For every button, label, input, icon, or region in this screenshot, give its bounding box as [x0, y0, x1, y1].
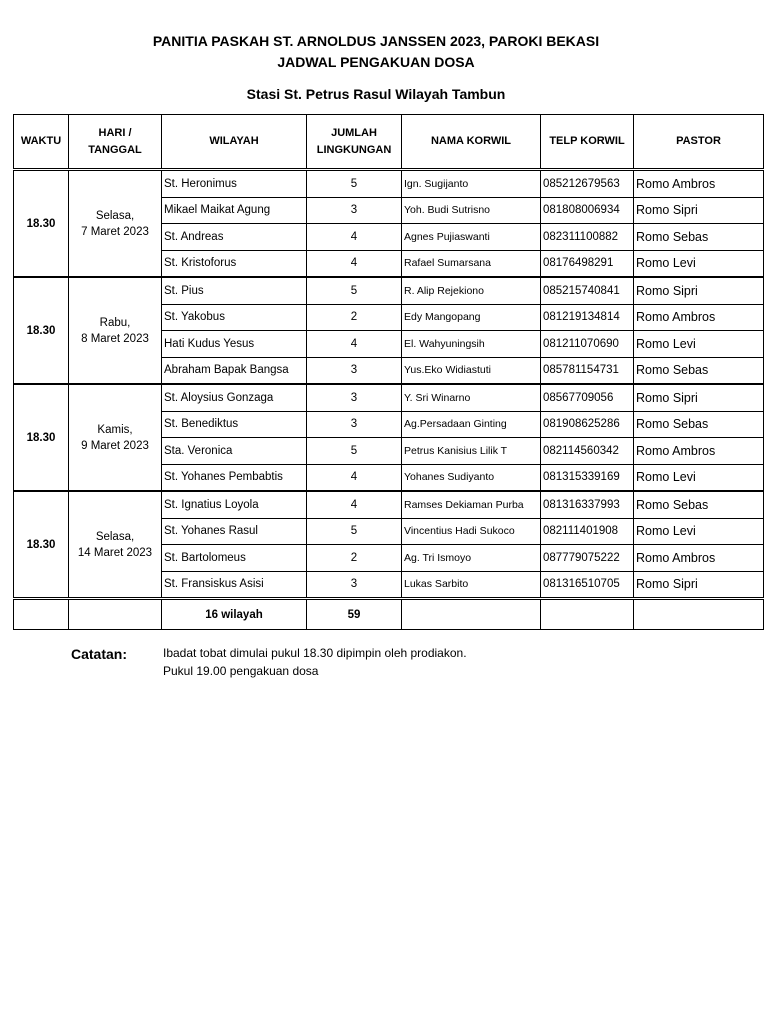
telp-cell: 081808006934 [541, 197, 634, 224]
pastor-cell: Romo Levi [634, 250, 764, 277]
day-name: Selasa, [95, 209, 135, 222]
pastor-cell: Romo Levi [634, 464, 764, 491]
pastor-cell: Romo Levi [634, 331, 764, 358]
wilayah-cell: St. Benediktus [162, 411, 307, 438]
korwil-cell: Yoh. Budi Sutrisno [402, 197, 541, 224]
jumlah-cell: 4 [307, 331, 402, 358]
pastor-cell: Romo Sebas [634, 357, 764, 384]
wilayah-cell: Abraham Bapak Bangsa [162, 357, 307, 384]
table-row [14, 491, 764, 518]
col-header-wilayah: WILAYAH [162, 115, 307, 170]
telp-cell: 085212679563 [541, 170, 634, 198]
col-header-jumlah: JUMLAH LINGKUNGAN [307, 115, 402, 170]
jumlah-cell: 2 [307, 545, 402, 572]
jumlah-cell: 3 [307, 197, 402, 224]
korwil-cell: Y. Sri Winarno [402, 384, 541, 411]
total-jumlah: 59 [307, 599, 402, 630]
pastor-cell: Romo Sebas [634, 411, 764, 438]
korwil-cell: Ag. Tri Ismoyo [402, 545, 541, 572]
wilayah-cell: St. Yohanes Rasul [162, 518, 307, 545]
note-line-2: Pukul 19.00 pengakuan dosa [163, 664, 319, 678]
col-header-hari-tanggal: HARI / TANGGAL [69, 115, 162, 170]
day-name: Rabu, [99, 316, 131, 329]
jumlah-cell: 4 [307, 464, 402, 491]
hari-tanggal-cell [69, 384, 162, 491]
jumlah-cell: 5 [307, 170, 402, 198]
wilayah-cell: St. Andreas [162, 224, 307, 251]
telp-cell: 08567709056 [541, 384, 634, 411]
telp-cell: 082111401908 [541, 518, 634, 545]
col-header-telp-korwil: TELP KORWIL [541, 115, 634, 170]
total-empty-cell [14, 599, 69, 630]
hari-tanggal-cell [69, 277, 162, 384]
date-text: 8 Maret 2023 [81, 332, 149, 345]
jumlah-cell: 2 [307, 304, 402, 331]
jumlah-cell: 3 [307, 384, 402, 411]
day-name: Selasa, [95, 530, 135, 543]
jumlah-cell: 5 [307, 438, 402, 465]
telp-cell: 081315339169 [541, 464, 634, 491]
waktu-cell: 18.30 [14, 170, 69, 278]
notes-label: Catatan: [71, 646, 128, 662]
date-text: 14 Maret 2023 [77, 546, 153, 559]
jumlah-cell: 3 [307, 411, 402, 438]
waktu-cell: 18.30 [14, 491, 69, 599]
jumlah-cell: 5 [307, 518, 402, 545]
korwil-cell: El. Wahyuningsih [402, 331, 541, 358]
jumlah-cell: 5 [307, 277, 402, 304]
jumlah-cell: 4 [307, 224, 402, 251]
wilayah-cell: St. Yohanes Pembabtis [162, 464, 307, 491]
telp-cell: 087779075222 [541, 545, 634, 572]
total-empty-cell [402, 599, 541, 630]
pastor-cell: Romo Ambros [634, 545, 764, 572]
col-header-nama-korwil: NAMA KORWIL [402, 115, 541, 170]
wilayah-cell: Mikael Maikat Agung [162, 197, 307, 224]
waktu-cell: 18.30 [14, 384, 69, 491]
day-name: Kamis, [97, 423, 133, 436]
col-header-waktu: WAKTU [14, 115, 69, 170]
table-row [14, 170, 764, 198]
pastor-cell: Romo Sipri [634, 571, 764, 599]
telp-cell: 081211070690 [541, 331, 634, 358]
pastor-cell: Romo Levi [634, 518, 764, 545]
korwil-cell: Yohanes Sudiyanto [402, 464, 541, 491]
doc-title: PANITIA PASKAH ST. ARNOLDUS JANSSEN 2023, PAROKI BEKASI [152, 33, 600, 49]
date-text: 9 Maret 2023 [81, 439, 149, 452]
korwil-cell: Lukas Sarbito [402, 571, 541, 599]
wilayah-cell: St. Aloysius Gonzaga [162, 384, 307, 411]
korwil-cell: Agnes Pujiaswanti [402, 224, 541, 251]
telp-cell: 085781154731 [541, 357, 634, 384]
note-line-1: Ibadat tobat dimulai pukul 18.30 dipimpin oleh prodiakon. [163, 646, 467, 660]
telp-cell: 081908625286 [541, 411, 634, 438]
station-title: Stasi St. Petrus Rasul Wilayah Tambun [246, 86, 506, 102]
hari-tanggal-cell [69, 491, 162, 599]
telp-cell: 081316337993 [541, 491, 634, 518]
pastor-cell: Romo Sipri [634, 197, 764, 224]
jumlah-cell: 3 [307, 571, 402, 599]
schedule-table [13, 114, 764, 630]
pastor-cell: Romo Ambros [634, 170, 764, 198]
col-header-pastor: PASTOR [634, 115, 764, 170]
telp-cell: 085215740841 [541, 277, 634, 304]
header-row [14, 115, 764, 170]
telp-cell: 082114560342 [541, 438, 634, 465]
telp-cell: 081219134814 [541, 304, 634, 331]
pastor-cell: Romo Sipri [634, 384, 764, 411]
wilayah-cell: St. Ignatius Loyola [162, 491, 307, 518]
pastor-cell: Romo Ambros [634, 438, 764, 465]
doc-subtitle: JADWAL PENGAKUAN DOSA [277, 54, 475, 70]
wilayah-cell: Sta. Veronica [162, 438, 307, 465]
korwil-cell: Ag.Persadaan Ginting [402, 411, 541, 438]
waktu-cell: 18.30 [14, 277, 69, 384]
pastor-cell: Romo Sipri [634, 277, 764, 304]
table-row [14, 384, 764, 411]
wilayah-cell: Hati Kudus Yesus [162, 331, 307, 358]
pastor-cell: Romo Sebas [634, 224, 764, 251]
total-row [14, 599, 764, 630]
total-wilayah: 16 wilayah [162, 599, 307, 630]
korwil-cell: R. Alip Rejekiono [402, 277, 541, 304]
wilayah-cell: St. Fransiskus Asisi [162, 571, 307, 599]
korwil-cell: Vincentius Hadi Sukoco [402, 518, 541, 545]
pastor-cell: Romo Ambros [634, 304, 764, 331]
table-row [14, 277, 764, 304]
korwil-cell: Petrus Kanisius Lilik T [402, 438, 541, 465]
total-empty-cell [69, 599, 162, 630]
korwil-cell: Ign. Sugijanto [402, 170, 541, 198]
telp-cell: 082311100882 [541, 224, 634, 251]
total-empty-cell [541, 599, 634, 630]
korwil-cell: Yus.Eko Widiastuti [402, 357, 541, 384]
korwil-cell: Edy Mangopang [402, 304, 541, 331]
jumlah-cell: 3 [307, 357, 402, 384]
total-empty-cell [634, 599, 764, 630]
hari-tanggal-cell [69, 170, 162, 278]
korwil-cell: Ramses Dekiaman Purba [402, 491, 541, 518]
pastor-cell: Romo Sebas [634, 491, 764, 518]
wilayah-cell: St. Kristoforus [162, 250, 307, 277]
telp-cell: 08176498291 [541, 250, 634, 277]
wilayah-cell: St. Pius [162, 277, 307, 304]
telp-cell: 081316510705 [541, 571, 634, 599]
jumlah-cell: 4 [307, 491, 402, 518]
date-text: 7 Maret 2023 [81, 225, 149, 238]
wilayah-cell: St. Bartolomeus [162, 545, 307, 572]
jumlah-cell: 4 [307, 250, 402, 277]
wilayah-cell: St. Heronimus [162, 170, 307, 198]
korwil-cell: Rafael Sumarsana [402, 250, 541, 277]
wilayah-cell: St. Yakobus [162, 304, 307, 331]
